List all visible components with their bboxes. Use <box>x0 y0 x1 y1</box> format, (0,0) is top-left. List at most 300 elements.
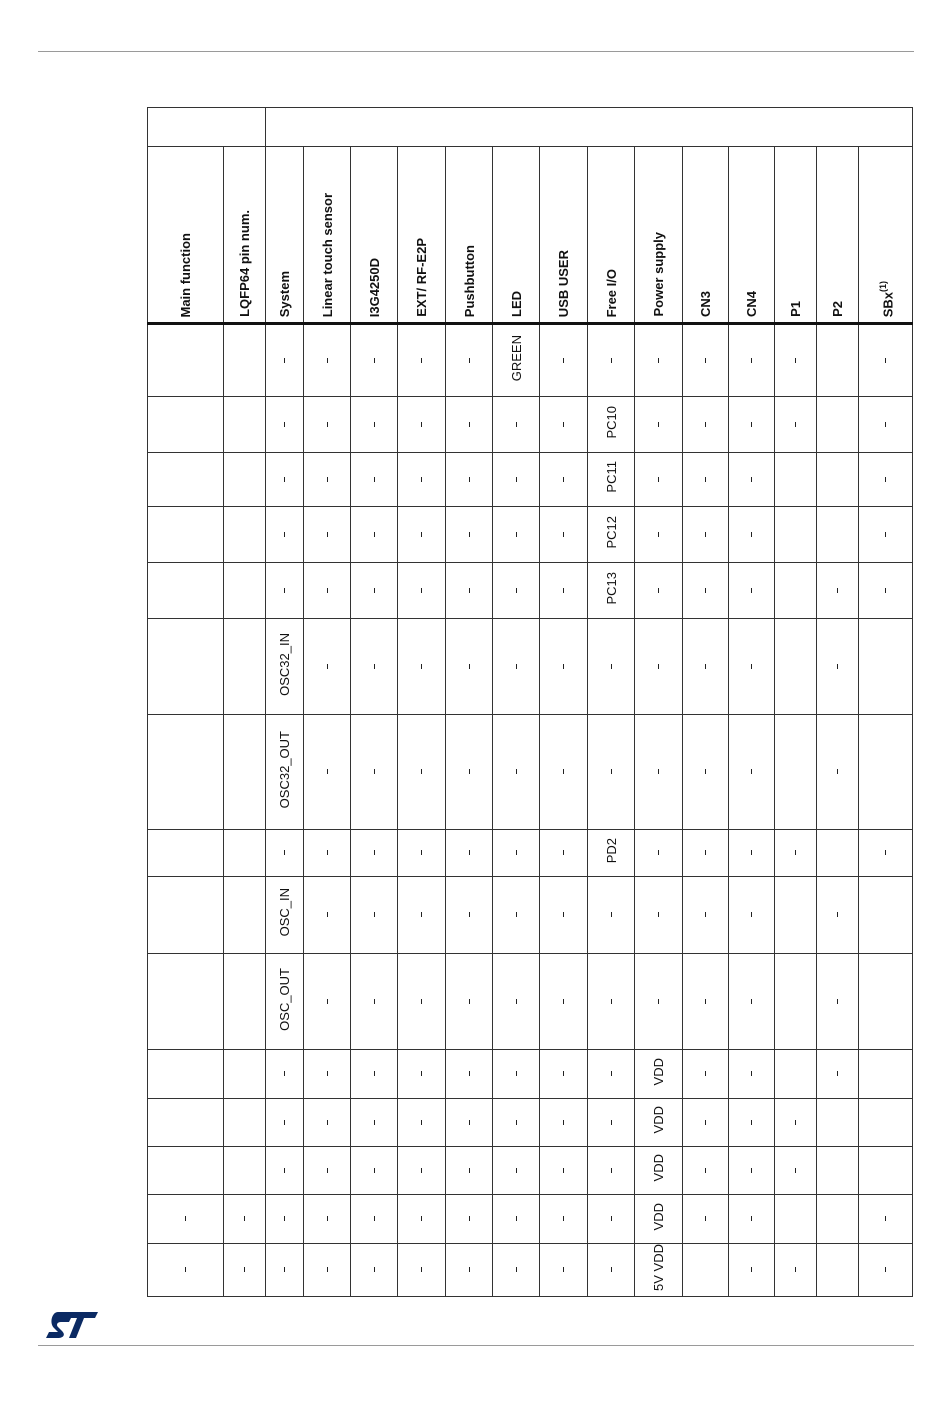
dash-mark <box>421 588 422 593</box>
column-header <box>224 147 266 324</box>
column-header-label: LQFP64 pin num. <box>237 210 252 317</box>
dash-mark <box>611 1120 612 1125</box>
table-cell <box>540 715 588 830</box>
table-cell <box>398 830 446 877</box>
dash-mark <box>705 912 706 917</box>
table-cell <box>148 1050 224 1099</box>
table-cell <box>493 507 540 563</box>
dash-mark <box>516 1071 517 1076</box>
dash-mark <box>751 477 752 482</box>
cell-value: OSC32_OUT <box>277 730 292 809</box>
table-cell <box>540 619 588 715</box>
table-cell <box>266 830 304 877</box>
dash-mark <box>516 1120 517 1125</box>
table-cell <box>540 507 588 563</box>
table-cell <box>817 1050 859 1099</box>
table-cell <box>540 563 588 619</box>
table-cell <box>729 397 775 453</box>
dash-mark <box>658 999 659 1004</box>
table-cell <box>588 507 635 563</box>
table-cell <box>775 1244 817 1297</box>
table-cell <box>351 1147 398 1195</box>
dash-mark <box>705 1120 706 1125</box>
table-cell <box>224 397 266 453</box>
dash-mark <box>658 588 659 593</box>
table-cell <box>775 453 817 507</box>
dash-mark <box>795 422 796 427</box>
table-cell <box>148 1147 224 1195</box>
table-cell <box>540 1195 588 1244</box>
table-cell <box>224 619 266 715</box>
table-cell <box>817 619 859 715</box>
dash-mark <box>516 999 517 1004</box>
dash-mark <box>421 358 422 363</box>
table-cell <box>304 1195 351 1244</box>
dash-mark <box>751 588 752 593</box>
table-cell <box>683 877 729 954</box>
table-cell <box>351 507 398 563</box>
table-cell <box>398 563 446 619</box>
cell-value: GREEN <box>508 334 524 382</box>
dash-mark <box>563 588 564 593</box>
table-cell <box>775 830 817 877</box>
column-header-label: Main function <box>178 232 193 317</box>
dash-mark <box>374 1071 375 1076</box>
dash-mark <box>795 358 796 363</box>
dash-mark <box>563 1267 564 1272</box>
table-cell <box>859 1050 913 1099</box>
column-header-row <box>148 147 913 324</box>
table-cell <box>588 1147 635 1195</box>
table-cell <box>351 397 398 453</box>
table-cell <box>266 877 304 954</box>
table-cell <box>817 453 859 507</box>
table-cell <box>635 954 683 1050</box>
table-cell <box>224 1147 266 1195</box>
table-cell <box>351 619 398 715</box>
dash-mark <box>469 769 470 774</box>
table-cell <box>729 563 775 619</box>
dash-mark <box>327 532 328 537</box>
table-row <box>148 324 913 397</box>
dash-mark <box>374 532 375 537</box>
column-header-label: I3G4250D <box>366 257 382 317</box>
table-cell <box>729 830 775 877</box>
table-cell <box>635 877 683 954</box>
cell-value: VDD <box>651 1154 666 1182</box>
table-cell <box>817 1147 859 1195</box>
header-rule <box>38 51 914 52</box>
table-cell <box>266 507 304 563</box>
dash-mark <box>563 664 564 669</box>
dash-mark <box>795 1267 796 1272</box>
table-cell <box>859 397 913 453</box>
dash-mark <box>563 999 564 1004</box>
table-cell <box>817 715 859 830</box>
dash-mark <box>751 912 752 917</box>
dash-mark <box>516 1216 517 1221</box>
table-cell <box>266 1244 304 1297</box>
column-header-label: Power supply <box>651 232 666 317</box>
dash-mark <box>563 477 564 482</box>
dash-mark <box>284 1120 285 1125</box>
dash-mark <box>327 1216 328 1221</box>
table-cell <box>446 397 493 453</box>
table-cell <box>493 1147 540 1195</box>
table-cell <box>224 1050 266 1099</box>
table-cell <box>446 1050 493 1099</box>
table-cell <box>635 563 683 619</box>
dash-mark <box>795 1168 796 1173</box>
table-cell <box>446 563 493 619</box>
dash-mark <box>611 912 612 917</box>
dash-mark <box>284 1071 285 1076</box>
table-cell <box>398 619 446 715</box>
table-cell <box>398 1147 446 1195</box>
dash-mark <box>374 664 375 669</box>
column-header <box>493 147 540 324</box>
table-cell <box>859 954 913 1050</box>
dash-mark <box>284 358 285 363</box>
dash-mark <box>421 850 422 855</box>
dash-mark <box>516 422 517 427</box>
dash-mark <box>705 1168 706 1173</box>
table-cell <box>775 1050 817 1099</box>
dash-mark <box>885 422 886 427</box>
table-cell <box>775 954 817 1050</box>
cell-value: PC13 <box>603 571 619 605</box>
table-cell <box>729 619 775 715</box>
dash-mark <box>795 1120 796 1125</box>
dash-mark <box>563 1120 564 1125</box>
table-cell <box>351 563 398 619</box>
table-cell <box>446 324 493 397</box>
table-row <box>148 954 913 1050</box>
dash-mark <box>469 358 470 363</box>
table-row <box>148 1195 913 1244</box>
dash-mark <box>469 532 470 537</box>
table-cell <box>540 453 588 507</box>
table-cell <box>859 1147 913 1195</box>
table-cell <box>588 453 635 507</box>
table-cell <box>775 1147 817 1195</box>
table-row <box>148 563 913 619</box>
dash-mark <box>469 422 470 427</box>
table-cell <box>493 619 540 715</box>
dash-mark <box>284 477 285 482</box>
dash-mark <box>611 664 612 669</box>
table-cell <box>775 877 817 954</box>
table-cell <box>398 397 446 453</box>
table-cell <box>775 507 817 563</box>
dash-mark <box>327 912 328 917</box>
dash-mark <box>469 664 470 669</box>
dash-mark <box>611 1216 612 1221</box>
dash-mark <box>421 532 422 537</box>
table-cell <box>859 453 913 507</box>
table-cell <box>859 830 913 877</box>
dash-mark <box>705 422 706 427</box>
table-cell <box>351 324 398 397</box>
table-cell <box>635 1050 683 1099</box>
st-logo-icon <box>44 1310 100 1340</box>
cell-value: OSC_IN <box>277 888 292 937</box>
dash-mark <box>885 477 886 482</box>
table-cell <box>635 1244 683 1297</box>
dash-mark <box>563 358 564 363</box>
table-cell <box>729 453 775 507</box>
table-cell <box>859 324 913 397</box>
dash-mark <box>327 1267 328 1272</box>
table-cell <box>266 453 304 507</box>
dash-mark <box>516 532 517 537</box>
table-cell <box>588 877 635 954</box>
table-cell <box>683 954 729 1050</box>
dash-mark <box>751 1267 752 1272</box>
table-cell <box>398 453 446 507</box>
table-cell <box>224 877 266 954</box>
table-cell <box>493 1099 540 1147</box>
dash-mark <box>658 477 659 482</box>
table-cell <box>635 1099 683 1147</box>
dash-mark <box>516 1267 517 1272</box>
column-header <box>351 147 398 324</box>
table-cell <box>729 1244 775 1297</box>
dash-mark <box>885 850 886 855</box>
table-cell <box>683 324 729 397</box>
table-cell <box>588 1195 635 1244</box>
dash-mark <box>751 769 752 774</box>
table-cell <box>683 715 729 830</box>
dash-mark <box>469 1267 470 1272</box>
table-cell <box>635 619 683 715</box>
dash-mark <box>469 1216 470 1221</box>
dash-mark <box>327 769 328 774</box>
table-cell <box>304 397 351 453</box>
table-cell <box>446 1244 493 1297</box>
table-cell <box>148 507 224 563</box>
dash-mark <box>837 912 838 917</box>
dash-mark <box>837 588 838 593</box>
dash-mark <box>469 477 470 482</box>
table-cell <box>775 324 817 397</box>
dash-mark <box>751 1216 752 1221</box>
table-cell <box>588 619 635 715</box>
top-right-cell <box>266 108 913 147</box>
table-row <box>148 619 913 715</box>
table-cell <box>351 453 398 507</box>
table-row <box>148 453 913 507</box>
dash-mark <box>611 1267 612 1272</box>
table-cell <box>398 954 446 1050</box>
table-cell <box>224 507 266 563</box>
table-row <box>148 830 913 877</box>
table-cell <box>148 1099 224 1147</box>
top-left-cell <box>148 108 266 147</box>
dash-mark <box>837 1071 838 1076</box>
table-cell <box>304 1147 351 1195</box>
table-cell <box>775 1099 817 1147</box>
table-row <box>148 1244 913 1297</box>
dash-mark <box>327 850 328 855</box>
table-cell <box>817 830 859 877</box>
dash-mark <box>563 912 564 917</box>
cell-value: PC10 <box>603 405 619 439</box>
table-cell <box>588 397 635 453</box>
table-cell <box>148 324 224 397</box>
dash-mark <box>284 1168 285 1173</box>
table-cell <box>683 1244 729 1297</box>
dash-mark <box>705 664 706 669</box>
table-cell <box>775 715 817 830</box>
dash-mark <box>284 1216 285 1221</box>
dash-mark <box>516 1168 517 1173</box>
table-cell <box>817 877 859 954</box>
table-cell <box>729 1147 775 1195</box>
table-row <box>148 397 913 453</box>
table-cell <box>266 1195 304 1244</box>
table-row <box>148 1099 913 1147</box>
table-cell <box>588 1244 635 1297</box>
table-row <box>148 1050 913 1099</box>
column-header <box>775 147 817 324</box>
dash-mark <box>327 1071 328 1076</box>
dash-mark <box>374 769 375 774</box>
table-cell <box>266 954 304 1050</box>
dash-mark <box>421 912 422 917</box>
dash-mark <box>284 588 285 593</box>
pin-assignment-table <box>147 107 913 1297</box>
dash-mark <box>751 1168 752 1173</box>
dash-mark <box>751 999 752 1004</box>
table-cell <box>635 830 683 877</box>
table-cell <box>540 324 588 397</box>
table-cell <box>493 954 540 1050</box>
table-cell <box>683 1050 729 1099</box>
dash-mark <box>516 588 517 593</box>
table-cell <box>683 563 729 619</box>
table-cell <box>683 830 729 877</box>
table-cell <box>540 954 588 1050</box>
dash-mark <box>374 912 375 917</box>
dash-mark <box>837 769 838 774</box>
table-cell <box>266 397 304 453</box>
table-cell <box>304 1050 351 1099</box>
table-cell <box>398 877 446 954</box>
dash-mark <box>516 477 517 482</box>
dash-mark <box>244 1267 245 1272</box>
table-cell <box>224 1244 266 1297</box>
table-cell <box>729 715 775 830</box>
dash-mark <box>751 1071 752 1076</box>
table-cell <box>588 715 635 830</box>
column-header-label: Free I/O <box>603 268 619 317</box>
table-cell <box>588 563 635 619</box>
table-cell <box>729 1099 775 1147</box>
column-header-label: CN4 <box>744 290 759 317</box>
table-cell <box>148 1195 224 1244</box>
table-cell <box>859 1195 913 1244</box>
dash-mark <box>611 358 612 363</box>
dash-mark <box>327 1168 328 1173</box>
table-cell <box>224 563 266 619</box>
dash-mark <box>284 532 285 537</box>
table-cell <box>493 563 540 619</box>
dash-mark <box>611 1168 612 1173</box>
dash-mark <box>469 912 470 917</box>
table-cell <box>266 715 304 830</box>
cell-value: PD2 <box>603 837 619 864</box>
table-cell <box>540 1050 588 1099</box>
dash-mark <box>751 664 752 669</box>
dash-mark <box>563 850 564 855</box>
table-cell <box>304 619 351 715</box>
dash-mark <box>837 664 838 669</box>
column-header <box>148 147 224 324</box>
dash-mark <box>284 422 285 427</box>
dash-mark <box>421 664 422 669</box>
dash-mark <box>658 850 659 855</box>
dash-mark <box>469 1071 470 1076</box>
dash-mark <box>563 532 564 537</box>
table-cell <box>224 830 266 877</box>
table-cell <box>398 715 446 830</box>
table-cell <box>351 954 398 1050</box>
dash-mark <box>658 358 659 363</box>
table-cell <box>304 453 351 507</box>
table-cell <box>351 1244 398 1297</box>
table-cell <box>540 397 588 453</box>
table-cell <box>493 1050 540 1099</box>
dash-mark <box>374 1120 375 1125</box>
table-cell <box>817 1195 859 1244</box>
table-cell <box>398 507 446 563</box>
dash-mark <box>421 1267 422 1272</box>
table-cell <box>266 1147 304 1195</box>
table-cell <box>148 619 224 715</box>
cell-value: OSC32_IN <box>277 632 292 696</box>
dash-mark <box>374 1267 375 1272</box>
table-cell <box>398 1244 446 1297</box>
column-header-label: LED <box>508 291 524 317</box>
table-cell <box>266 619 304 715</box>
dash-mark <box>421 1120 422 1125</box>
table-cell <box>446 715 493 830</box>
table-cell <box>304 877 351 954</box>
dash-mark <box>751 358 752 363</box>
dash-mark <box>837 999 838 1004</box>
table-cell <box>817 1244 859 1297</box>
table-cell <box>493 715 540 830</box>
dash-mark <box>374 588 375 593</box>
dash-mark <box>421 1216 422 1221</box>
dash-mark <box>705 999 706 1004</box>
table-cell <box>304 324 351 397</box>
dash-mark <box>327 588 328 593</box>
table-cell <box>148 830 224 877</box>
table-cell <box>817 324 859 397</box>
table-cell <box>304 507 351 563</box>
cell-value: PC11 <box>603 461 619 493</box>
table-cell <box>148 954 224 1050</box>
table-cell <box>398 324 446 397</box>
table-row <box>148 1147 913 1195</box>
dash-mark <box>795 850 796 855</box>
table-cell <box>446 453 493 507</box>
table-cell <box>148 1244 224 1297</box>
table-cell <box>148 563 224 619</box>
table-cell <box>635 453 683 507</box>
